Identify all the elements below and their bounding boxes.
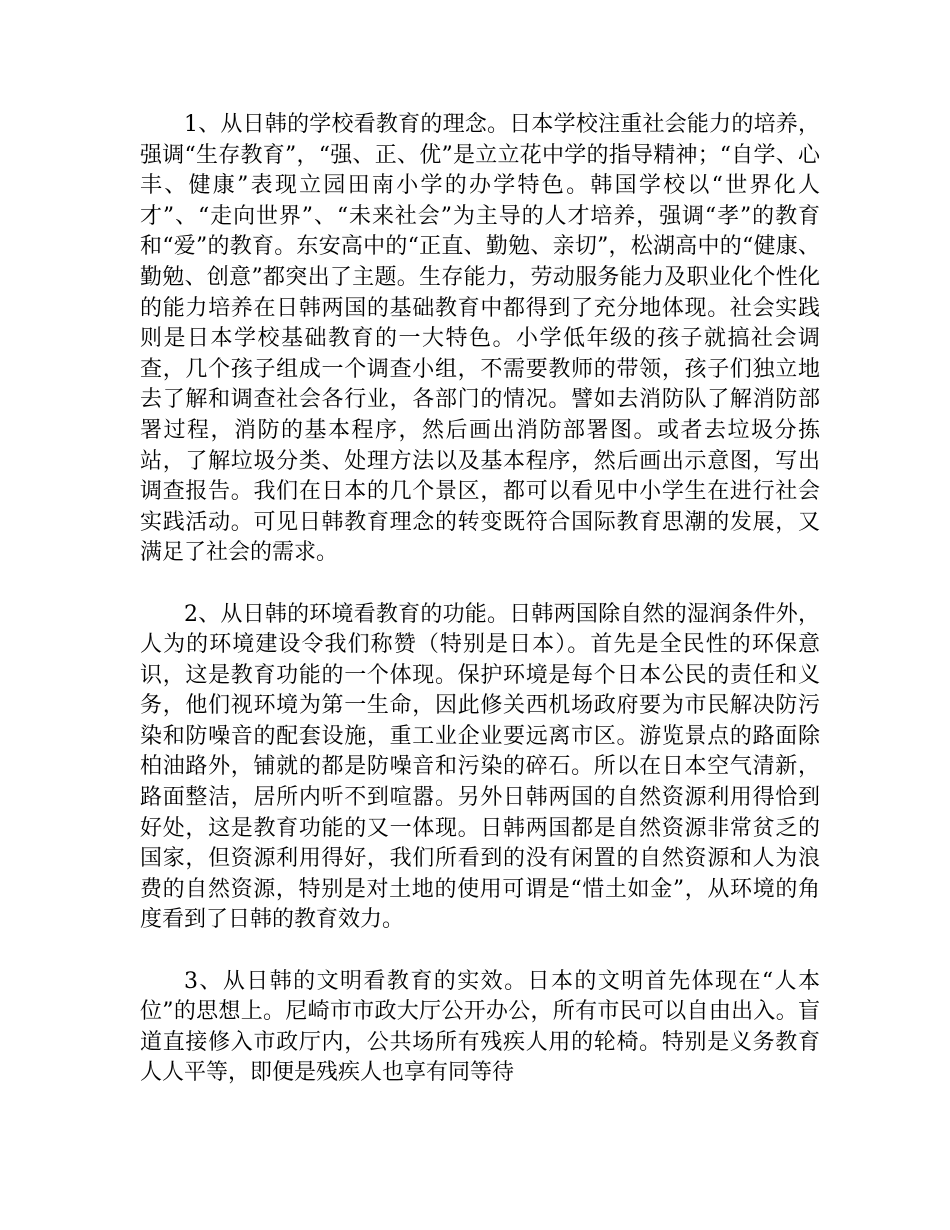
paragraph-school-philosophy: 1、从日韩的学校看教育的理念。日本学校注重社会能力的培养，强调“生存教育”，“强、正、优”是立立花中学的指导精神；“自学、心丰、健康”表现立园田南小学的办学特色。韩国学校以“世界化人才”、“走向世界”、“未来社会”为主导的人才培养，强调“孝”的教育和“爱”的教育。东安高中的“正直、勤勉、亲切”，松湖高中的“健康、勤勉、创意”都突出了主题。生存能力，劳动服务能力及职业化个性化的能力培养在日韩两国的基础教育中都得到了充分地体现。社会实践则是日本学校基础教育的一大特色。小学低年级的孩子就搞社会调查，几个孩子组成一个调查小组，不需要教师的带领，孩子们独立地去了解和调查社会各行业，各部门的情况。譬如去消防队了解消防部署过程，消防的基本程序，然后画出消防部署图。或者去垃圾分拣站，了解垃圾分类、处理方法以及基本程序，然后画出示意图，写出调查报告。我们在日本的几个景区，都可以看见中小学生在进行社会实践活动。可见日韩教育理念的转变既符合国际教育思潮的发展，又满足了社会的需求。	[140, 112, 820, 566]
document-body	[140, 110, 820, 1089]
paragraph-civilization-effect: 3、从日韩的文明看教育的实效。日本的文明首先体现在“人本位”的思想上。尼崎市市政大厅公开办公，所有市民可以自由出入。盲道直接修入市政厅内，公共场所有残疾人用的轮椅。特别是义务教育人人平等，即便是残疾人也享有同等待	[140, 968, 820, 1086]
paragraph-environment-function: 2、从日韩的环境看教育的功能。日韩两国除自然的湿润条件外，人为的环境建设令我们称赞（特别是日本）。首先是全民性的环保意识，这是教育功能的一个体现。保护环境是每个日本公民的责任和义务，他们视环境为第一生命，因此修关西机场政府要为市民解决防污染和防噪音的配套设施，重工业企业要远离市区。游览景点的路面除柏油路外，铺就的都是防噪音和污染的碎石。所以在日本空气清新，路面整洁，居所内听不到喧嚣。另外日韩两国的自然资源利用得恰到好处，这是教育功能的又一体现。日韩两国都是自然资源非常贫乏的国家，但资源利用得好，我们所看到的没有闲置的自然资源和人为浪费的自然资源，特别是对土地的使用可谓是“惜土如金”，从环境的角度看到了日韩的教育效力。	[140, 601, 820, 933]
